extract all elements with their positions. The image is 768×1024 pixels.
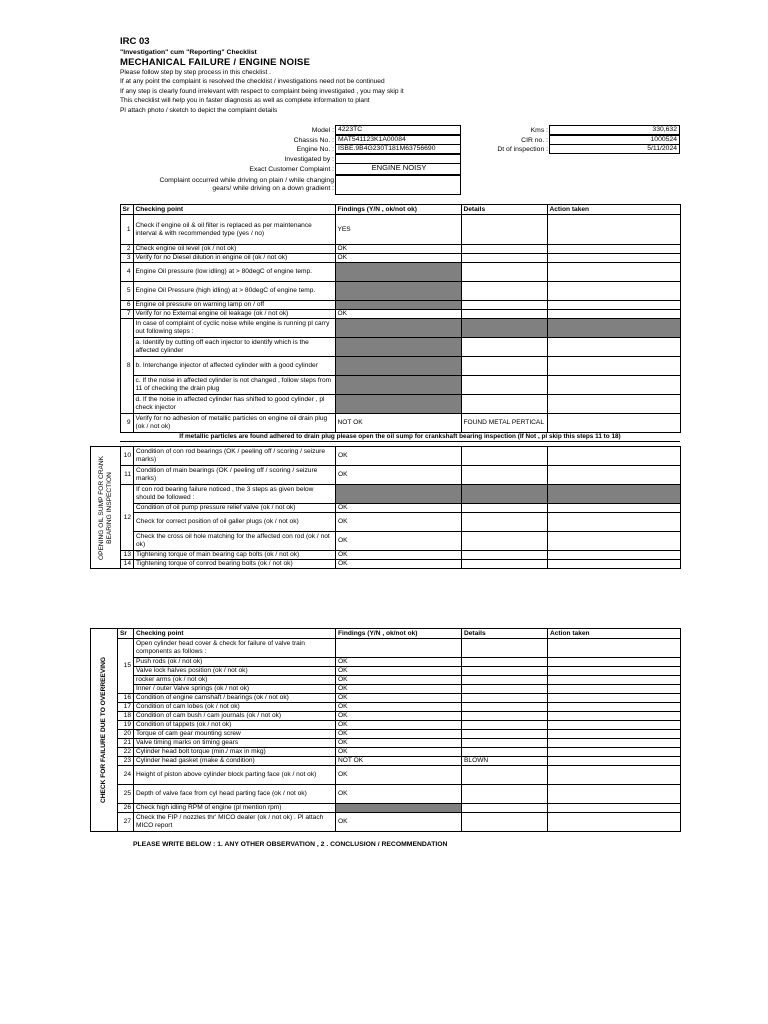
chassis-field[interactable]: MAT541123K1A00084 [335, 135, 461, 145]
details-cell[interactable] [462, 785, 548, 804]
instruction-line: If any step is clearly found irrelevant with respect to complaint being investigated , you may skip it [120, 87, 404, 95]
checking-point-cell: Check if engine oil & oil filter is replaced as per maintenance interval & with recommended type (yes / no) [133, 215, 335, 245]
action-cell[interactable] [547, 301, 680, 310]
checking-point-cell: Depth of valve face from cyl head parting face (ok / not ok) [134, 785, 336, 804]
sr-cell: 24 [118, 766, 134, 785]
instruction-line: Pl attach photo / sketch to depict the complaint details [120, 106, 278, 114]
table-header-row [90, 205, 680, 215]
checking-point-cell: Cylinder head bolt torque (min./ max in mkg) [134, 748, 336, 757]
checking-point-cell: rocker arms (ok / not ok) [134, 676, 336, 685]
side-label-text [98, 455, 114, 559]
table-row [90, 414, 680, 433]
sr-cell: 26 [118, 804, 134, 813]
table-row [90, 263, 680, 282]
findings-cell[interactable]: YES [335, 215, 461, 245]
blank-cell [90, 215, 120, 442]
findings-cell-shaded [335, 319, 461, 338]
details-cell[interactable] [462, 730, 548, 739]
sr-cell: 19 [118, 721, 134, 730]
table-row [91, 757, 681, 766]
action-cell[interactable] [548, 766, 681, 785]
findings-cell[interactable]: OK [336, 560, 462, 569]
findings-cell[interactable]: OK [336, 667, 462, 676]
table-row [91, 730, 681, 739]
findings-cell-shaded [335, 357, 461, 376]
action-cell[interactable] [548, 532, 681, 551]
sr-cell: 22 [118, 748, 134, 757]
details-cell[interactable] [461, 301, 547, 310]
table-row [90, 254, 680, 263]
side-label-text: CHECK FOR FAILURE DUE TO OVERREEVING [100, 656, 107, 804]
findings-cell[interactable]: OK [336, 447, 462, 466]
action-cell[interactable] [548, 712, 681, 721]
action-cell[interactable] [547, 338, 680, 357]
details-cell[interactable] [462, 658, 548, 667]
sr-cell: 7 [120, 310, 133, 319]
sr-cell: 27 [118, 813, 134, 832]
findings-cell[interactable]: OK [336, 785, 462, 804]
action-cell[interactable] [548, 639, 681, 658]
table-row [91, 504, 681, 513]
instruction-line: Please follow step by step process in this checklist . [120, 69, 271, 76]
details-cell-shaded [462, 485, 548, 504]
table-row [90, 395, 680, 414]
findings-cell[interactable]: NOT OK [336, 757, 462, 766]
findings-cell-shaded [335, 395, 461, 414]
action-cell[interactable] [548, 804, 681, 813]
action-cell[interactable] [548, 685, 681, 694]
sr-cell: 16 [118, 694, 134, 703]
sr-cell: 25 [118, 785, 134, 804]
sr-cell: 5 [120, 282, 133, 301]
action-cell-shaded [548, 485, 681, 504]
details-cell[interactable] [462, 721, 548, 730]
action-cell[interactable] [548, 721, 681, 730]
table-row [91, 685, 681, 694]
checking-point-cell: Inner / outer Valve springs (ok / not ok) [134, 685, 336, 694]
blank-cell [90, 205, 120, 215]
checking-point-cell: Condition of main bearings (OK / peeling off / scoring / seizure marks) [134, 466, 336, 485]
table-row [91, 513, 681, 532]
action-cell[interactable] [548, 466, 681, 485]
sr-cell: 13 [121, 551, 134, 560]
findings-cell[interactable]: NOT OK [335, 414, 461, 433]
details-cell[interactable] [462, 804, 548, 813]
details-cell[interactable] [461, 282, 547, 301]
findings-cell[interactable]: OK [336, 466, 462, 485]
checking-point-cell: Check the cross oil hole matching for the affected con rod (ok / not ok) [134, 532, 336, 551]
details-cell[interactable] [462, 447, 548, 466]
footer-instruction: PLEASE WRITE BELOW : 1. ANY OTHER OBSERVATION , 2 . CONCLUSION / RECOMMENDATION [133, 841, 448, 848]
details-cell[interactable] [462, 685, 548, 694]
findings-cell-shaded [336, 804, 462, 813]
findings-cell[interactable]: OK [336, 676, 462, 685]
checking-point-cell: In case of complaint of cyclic noise while engine is running pl carry out following steps : [133, 319, 335, 338]
model-label: Model : [311, 127, 334, 134]
instruction-line: This checklist will help you in faster diagnosis as well as complete information to plant [120, 97, 370, 105]
action-cell[interactable] [548, 757, 681, 766]
occurred-label-line: gears/ while driving on a down gradient : [212, 185, 334, 192]
checking-point-cell: Engine Oil pressure (low idling) at > 80degC of engine temp. [133, 263, 335, 282]
details-cell[interactable] [462, 639, 548, 658]
table-row [91, 447, 681, 466]
form-code: IRC 03 [120, 36, 150, 47]
sr-cell: 6 [120, 301, 133, 310]
checking-point-cell: Condition of cam bush / cam journals (ok / not ok) [134, 712, 336, 721]
checking-point-cell: Check engine oil level (ok / not ok) [133, 245, 335, 254]
action-cell[interactable] [548, 560, 681, 569]
details-cell[interactable] [462, 766, 548, 785]
findings-cell[interactable]: OK [336, 739, 462, 748]
checking-point-cell: Tightening torque of conrod bearing bolts (ok / not ok) [134, 560, 336, 569]
details-cell[interactable] [461, 310, 547, 319]
complaint-field[interactable]: ENGINE NOISY [335, 163, 461, 175]
findings-cell[interactable] [336, 639, 462, 658]
checking-point-cell: Push rods (ok / not ok) [134, 658, 336, 667]
col-header-sr: Sr [120, 205, 133, 215]
action-cell[interactable] [547, 215, 680, 245]
checking-point-cell: Verify for no Diesel dilution in engine oil (ok / not ok) [133, 254, 335, 263]
details-cell[interactable] [461, 263, 547, 282]
findings-cell[interactable]: OK [336, 748, 462, 757]
form-title: MECHANICAL FAILURE / ENGINE NOISE [120, 57, 311, 68]
checking-point-cell: Cylinder head gasket (make & condition) [134, 757, 336, 766]
findings-cell[interactable]: OK [335, 254, 461, 263]
action-cell-shaded [547, 319, 680, 338]
checking-point-cell: Torque of cam gear mounting screw [134, 730, 336, 739]
findings-cell[interactable]: OK [335, 310, 461, 319]
details-cell[interactable] [461, 338, 547, 357]
sr-cell: 11 [121, 466, 134, 485]
details-cell[interactable] [462, 739, 548, 748]
action-cell[interactable] [548, 551, 681, 560]
col-header-action: Action taken [548, 629, 681, 639]
sr-cell: 17 [118, 703, 134, 712]
table-row [91, 639, 681, 658]
findings-cell[interactable]: OK [336, 685, 462, 694]
note-row [90, 433, 680, 442]
checking-point-cell: Height of piston above cylinder block parting face (ok / not ok) [134, 766, 336, 785]
findings-cell[interactable]: OK [336, 813, 462, 832]
table-row [91, 748, 681, 757]
action-cell[interactable] [548, 667, 681, 676]
table-row [91, 676, 681, 685]
table-row [90, 301, 680, 310]
occurred-label [120, 177, 334, 193]
table-row [90, 357, 680, 376]
details-cell[interactable]: FOUND METAL PERTICAL [461, 414, 547, 433]
action-cell[interactable] [547, 376, 680, 395]
kms-field[interactable]: 330,632 [549, 125, 680, 135]
cir-field[interactable]: 1000524 [549, 135, 680, 145]
details-cell[interactable] [461, 357, 547, 376]
details-cell[interactable] [462, 712, 548, 721]
action-cell[interactable] [547, 245, 680, 254]
table-row [91, 804, 681, 813]
checking-point-cell: a. Identify by cutting off each injector to identify which is the affected cylinder [133, 338, 335, 357]
findings-cell[interactable]: OK [336, 658, 462, 667]
sr-cell: 12 [121, 485, 134, 551]
checking-point-cell: c. If the noise in affected cylinder is not changed , follow steps from 11 of checking the drain plug [133, 376, 335, 395]
investigated-label: Investigated by : [284, 156, 334, 163]
action-cell[interactable] [548, 513, 681, 532]
checking-point-cell: Condition of tappets (ok / not ok) [134, 721, 336, 730]
checking-point-cell: Tightening torque of main bearing cap bolts (ok / not ok) [134, 551, 336, 560]
action-cell[interactable] [547, 282, 680, 301]
sr-cell: 20 [118, 730, 134, 739]
checking-point-cell: b. Interchange injector of affected cylinder with a good cylinder [133, 357, 335, 376]
sr-cell: 18 [118, 712, 134, 721]
table-row [91, 551, 681, 560]
sr-cell: 10 [121, 447, 134, 466]
col-header-checking-point: Checking point [133, 205, 335, 215]
sr-cell: 15 [118, 639, 134, 694]
col-header-action: Action taken [547, 205, 680, 215]
col-header-sr: Sr [118, 629, 134, 639]
checking-point-cell: If con rod bearing failure noticed , the 3 steps as given below should be followed : [134, 485, 336, 504]
document-header [120, 36, 404, 115]
checking-point-cell: Check the FIP / nozzles thr' MICO dealer (ok / not ok) . Pl attach MICO report [134, 813, 336, 832]
model-field[interactable]: 4223TC [335, 125, 461, 135]
table-row [91, 721, 681, 730]
details-cell[interactable] [462, 703, 548, 712]
action-cell[interactable] [547, 414, 680, 433]
checking-point-cell: Open cylinder head cover & check for failure of valve train components as follows : [134, 639, 336, 658]
checking-point-cell: Engine oil pressure on warning lamp on / off [133, 301, 335, 310]
table-row [91, 485, 681, 504]
checklist-table-1-crank [90, 446, 681, 569]
complaint-label: Exact Customer Complaint : [249, 166, 334, 173]
instruction-line: If at any point the complaint is resolved the checklist / investigations need not be continued [120, 78, 385, 86]
checking-point-cell: Check high idling RPM of engine (pl mention rpm) [134, 804, 336, 813]
findings-cell[interactable]: OK [336, 532, 462, 551]
checking-point-cell: Condition of cam lobes (ok / not ok) [134, 703, 336, 712]
engine-label: Engine No. : [296, 146, 334, 153]
details-cell[interactable] [461, 215, 547, 245]
findings-cell-shaded [335, 338, 461, 357]
cir-label: CIR no. : [521, 137, 548, 144]
col-header-checking-point: Checking point [134, 629, 336, 639]
table-row [91, 532, 681, 551]
crank-inspection-side-label [91, 447, 121, 569]
table-row [90, 310, 680, 319]
table-row [91, 739, 681, 748]
details-cell[interactable] [462, 813, 548, 832]
table-row [91, 667, 681, 676]
details-cell[interactable] [461, 254, 547, 263]
table-row [90, 319, 680, 338]
action-cell[interactable] [547, 357, 680, 376]
findings-cell-shaded [335, 263, 461, 282]
checking-point-cell: Valve timing marks on timing gears [134, 739, 336, 748]
action-cell[interactable] [548, 658, 681, 667]
checklist-table-1 [90, 204, 681, 442]
table-row [91, 703, 681, 712]
details-cell[interactable] [462, 748, 548, 757]
details-cell[interactable] [461, 395, 547, 414]
table-row [91, 658, 681, 667]
findings-cell[interactable]: OK [336, 694, 462, 703]
table-row [91, 560, 681, 569]
details-cell[interactable] [461, 245, 547, 254]
table-row [91, 813, 681, 832]
action-cell[interactable] [547, 310, 680, 319]
sr-cell: 23 [118, 757, 134, 766]
action-cell[interactable] [548, 504, 681, 513]
details-cell[interactable] [462, 551, 548, 560]
side-label-line: OPENING OIL SUMP FOR CRANK [97, 455, 105, 560]
findings-cell[interactable]: OK [336, 513, 462, 532]
checking-point-cell: d. If the noise in affected cylinder has shifted to good cylinder , pl check injector [133, 395, 335, 414]
table-row [91, 766, 681, 785]
table-row [90, 215, 680, 245]
details-cell[interactable]: BLOWN [462, 757, 548, 766]
checking-point-cell: Engine Oil Pressure (high idling) at > 80degC of engine temp. [133, 282, 335, 301]
occurred-label-line: Complaint occurred while driving on plain / while changing [159, 177, 334, 184]
checking-point-cell: Verify for no adhesion of metallic particles on engine oil drain plug (ok / not ok) [133, 414, 335, 433]
table-row [90, 338, 680, 357]
details-cell-shaded [461, 319, 547, 338]
col-header-findings: Findings (Y/N , ok/not ok) [335, 205, 461, 215]
sr-cell: 14 [121, 560, 134, 569]
findings-cell-shaded [335, 376, 461, 395]
action-cell[interactable] [547, 254, 680, 263]
checking-point-cell: Verify for no External engine oil leakage (ok / not ok) [133, 310, 335, 319]
side-label-line: BEARING INSPECTION [105, 471, 113, 544]
findings-cell[interactable]: OK [336, 712, 462, 721]
table-row [91, 712, 681, 721]
details-cell[interactable] [462, 504, 548, 513]
checking-point-cell: Condition of engine camshaft / bearings (ok / not ok) [134, 694, 336, 703]
action-cell[interactable] [548, 676, 681, 685]
findings-cell[interactable]: OK [336, 766, 462, 785]
table-row [90, 282, 680, 301]
checking-point-cell: Condition of con rod bearings (OK / peeling off / scoring / seizure marks) [134, 447, 336, 466]
table-row [91, 785, 681, 804]
findings-cell[interactable]: OK [336, 703, 462, 712]
col-header-details: Details [462, 629, 548, 639]
details-cell[interactable] [461, 376, 547, 395]
sr-cell: 9 [120, 414, 133, 433]
checking-point-cell: Valve lock halves position (ok / not ok) [134, 667, 336, 676]
engine-field[interactable]: ISBE.9B4G230T181M63756690 [335, 144, 461, 154]
kms-label: Kms : [530, 127, 548, 134]
findings-cell-shaded [335, 282, 461, 301]
checklist-table-2 [90, 628, 681, 832]
details-cell[interactable] [462, 667, 548, 676]
action-cell[interactable] [548, 813, 681, 832]
action-cell[interactable] [547, 395, 680, 414]
drain-plug-note: If metallic particles are found adhered to drain plug please open the oil sump for crankshaft bearing inspection (If Not , pl skip this steps 11 to 18) [120, 433, 680, 442]
action-cell[interactable] [548, 739, 681, 748]
details-cell[interactable] [462, 532, 548, 551]
table-row [90, 376, 680, 395]
form-subtitle: "Investigation" cum "Reporting" Checklist [120, 49, 257, 56]
sr-cell: 2 [120, 245, 133, 254]
inspection-date-label: Dt of inspection : [497, 146, 548, 153]
col-header-details: Details [461, 205, 547, 215]
table-row [91, 694, 681, 703]
sr-cell: 4 [120, 263, 133, 282]
findings-cell[interactable]: OK [336, 721, 462, 730]
inspection-date-field[interactable]: 5/11/2024 [549, 144, 680, 154]
action-cell[interactable] [548, 730, 681, 739]
findings-cell[interactable]: OK [335, 245, 461, 254]
action-cell[interactable] [548, 703, 681, 712]
findings-cell[interactable]: OK [336, 504, 462, 513]
details-cell[interactable] [462, 676, 548, 685]
action-cell[interactable] [548, 748, 681, 757]
sr-cell: 21 [118, 739, 134, 748]
sr-cell: 1 [120, 215, 133, 245]
details-cell[interactable] [462, 694, 548, 703]
table-row [91, 466, 681, 485]
action-cell[interactable] [548, 447, 681, 466]
details-cell[interactable] [462, 513, 548, 532]
occurred-field[interactable] [335, 175, 461, 195]
col-header-findings: Findings (Y/N , ok/not ok) [336, 629, 462, 639]
chassis-label: Chassis No. : [293, 137, 334, 144]
findings-cell[interactable]: OK [336, 551, 462, 560]
table-header-row [91, 629, 681, 639]
overrevving-side-label [91, 629, 118, 832]
details-cell[interactable] [462, 560, 548, 569]
checking-point-cell: Condition of oil pump pressure relief valve (ok / not ok) [134, 504, 336, 513]
sr-cell: 8 [120, 319, 133, 414]
action-cell[interactable] [547, 263, 680, 282]
findings-cell-shaded [336, 485, 462, 504]
action-cell[interactable] [548, 785, 681, 804]
checking-point-cell: Check for correct position of oil galler plugs (ok / not ok) [134, 513, 336, 532]
table-row [90, 245, 680, 254]
details-cell[interactable] [462, 466, 548, 485]
action-cell[interactable] [548, 694, 681, 703]
findings-cell-shaded [335, 301, 461, 310]
findings-cell[interactable]: OK [336, 730, 462, 739]
sr-cell: 3 [120, 254, 133, 263]
